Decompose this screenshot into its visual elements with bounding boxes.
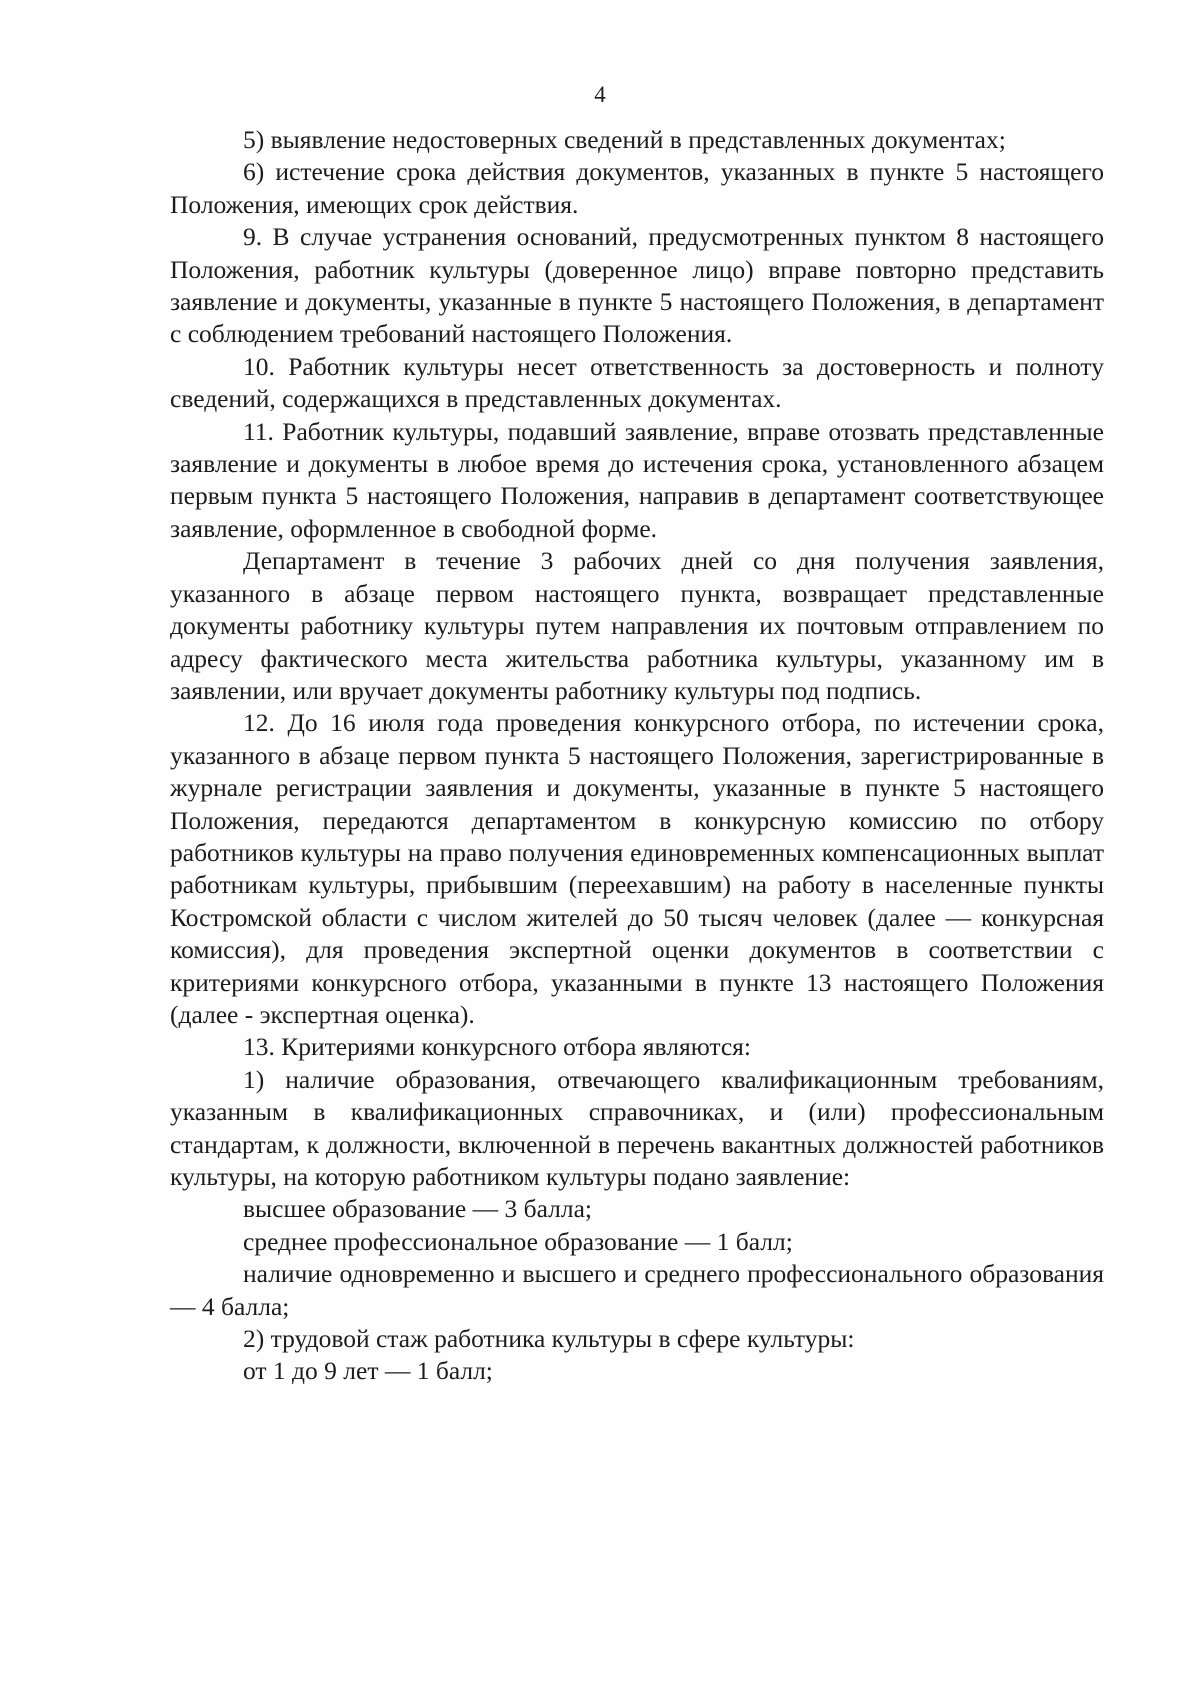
paragraph-department-return: Департамент в течение 3 рабочих дней со дня получения заявления, указанного в абзаце первом настоящего пункта, возвращает представленные документы работнику культуры путем направления их почтовым отправлением по адресу фактического места жительства работника культуры, указанному им в заявлении, или вручает документы работнику культуры под подпись. xyxy=(170,546,1104,705)
score-both-educations: наличие одновременно и высшего и среднего профессионального образования — 4 балла; xyxy=(170,1259,1104,1321)
paragraph-clause-13: 13. Критериями конкурсного отбора являются: xyxy=(243,1032,751,1062)
paragraph-clause-12: 12. До 16 июля года проведения конкурсного отбора, по истечении срока, указанного в абзаце первом пункта 5 настоящего Положения, зарегистрированные в журнале регистрации заявления и документы, указанные в пункте 5 настоящего Положения, передаются департаментом в конкурсную комиссию по отбору работников культуры на право получения единовременных компенсационных выплат работникам культуры, прибывшим (переехавшим) на работу в населенные пункты Костромской области с числом жителей до 50 тысяч человек (далее — конкурсная комиссия), для проведения экспертной оценки документов в соответствии с критериями конкурсного отбора, указанными в пункте 13 настоящего Положения (далее - экспертная оценка). xyxy=(170,708,1104,1029)
paragraph-criterion-1: 1) наличие образования, отвечающего квалификационным требованиям, указанным в квалификационных справочниках, и (или) профессиональным стандартам, к должности, включенной в перечень вакантных должностей работников культуры, на которую работником культуры подано заявление: xyxy=(170,1064,1104,1191)
paragraph-5-unreliable-info: 5) выявление недостоверных сведений в представленных документах; xyxy=(243,125,1006,154)
paragraph-criterion-2: 2) трудовой стаж работника культуры в сфере культуры: xyxy=(243,1324,855,1354)
score-higher-education: высшее образование — 3 балла; xyxy=(243,1194,592,1224)
score-secondary-education: среднее профессиональное образование — 1 балл; xyxy=(243,1226,793,1256)
paragraph-clause-11: 11. Работник культуры, подавший заявление, вправе отозвать представленные заявление и документы в любое время до истечения срока, установленного абзацем первым пункта 5 настоящего Положения, направив в департамент соответствующее заявление, оформленное в свободной форме. xyxy=(170,416,1104,543)
paragraph-clause-10: 10. Работник культуры несет ответственность за достоверность и полноту сведений, содержащихся в представленных документах. xyxy=(170,351,1104,414)
document-body xyxy=(170,124,1104,1388)
score-experience-1-9: от 1 до 9 лет — 1 балл; xyxy=(243,1356,493,1386)
paragraph-6-expired-documents: 6) истечение срока действия документов, указанных в пункте 5 настоящего Положения, имеющих срок действия. xyxy=(170,157,1104,219)
paragraph-clause-9: 9. В случае устранения оснований, предусмотренных пунктом 8 настоящего Положения, работник культуры (доверенное лицо) вправе повторно представить заявление и документы, указанные в пункте 5 настоящего Положения, в департамент с соблюдением требований настоящего Положения. xyxy=(170,222,1104,349)
page-number: 4 xyxy=(594,82,606,107)
